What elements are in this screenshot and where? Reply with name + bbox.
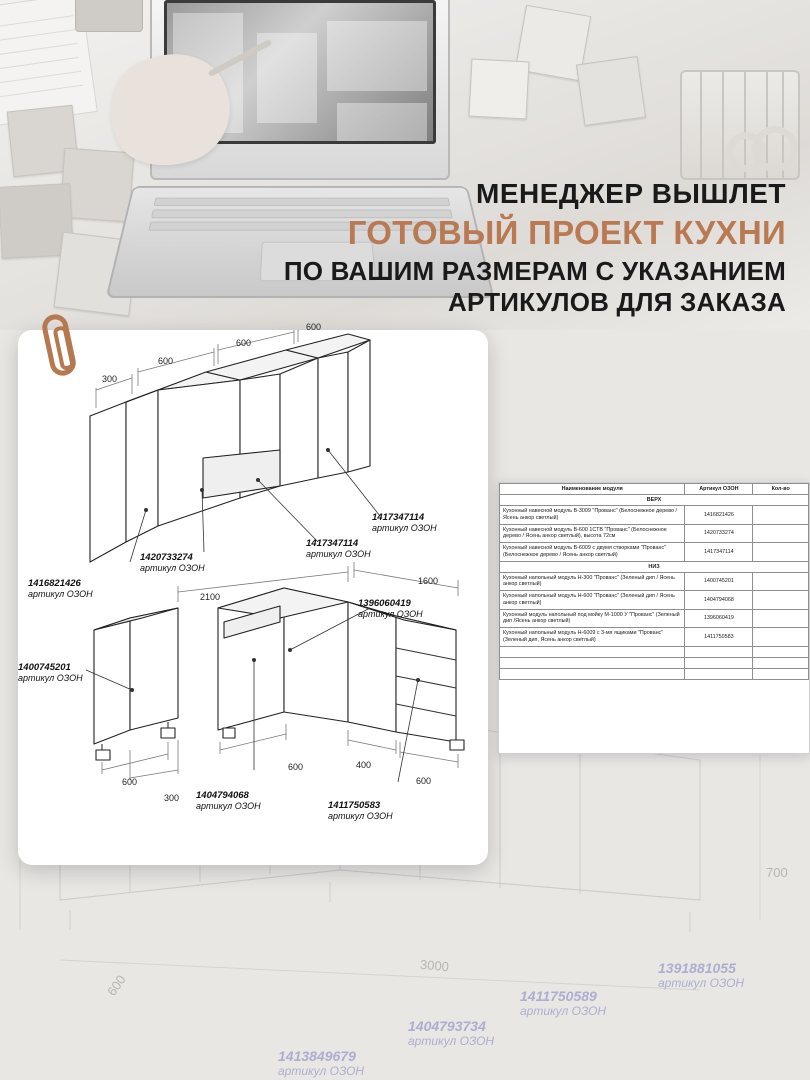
callout-1396060419: 1396060419 артикул ОЗОН bbox=[358, 598, 423, 619]
dim-600-f: 600 bbox=[416, 776, 432, 786]
bp-code-2: 1411750589 артикул ОЗОН bbox=[520, 988, 607, 1018]
module-qty bbox=[753, 524, 809, 543]
module-code: 1416821426 bbox=[685, 506, 753, 525]
module-code: 1400745201 bbox=[685, 572, 753, 591]
callout-1416821426: 1416821426 артикул ОЗОН bbox=[28, 578, 93, 599]
callout-1400745201: 1400745201 артикул ОЗОН bbox=[18, 662, 83, 683]
table-row-empty bbox=[500, 646, 809, 657]
module-code: 1396060419 bbox=[685, 609, 753, 628]
bp-dim-3000: 3000 bbox=[419, 956, 450, 975]
headline-block bbox=[226, 178, 786, 318]
module-qty bbox=[753, 543, 809, 562]
dim-600-c: 600 bbox=[306, 322, 322, 332]
dim-2100: 2100 bbox=[200, 592, 221, 602]
dim-600-b: 600 bbox=[236, 338, 252, 348]
module-qty bbox=[753, 628, 809, 647]
table-row bbox=[500, 628, 809, 647]
headline-line-3: ПО ВАШИМ РАЗМЕРАМ С УКАЗАНИЕМ bbox=[283, 255, 786, 286]
dim-300-b: 300 bbox=[164, 793, 180, 803]
module-code: 1404794068 bbox=[685, 591, 753, 610]
callout-1417347114-b: 1417347114 артикул ОЗОН bbox=[306, 538, 371, 559]
table-row bbox=[500, 609, 809, 628]
table-row-empty bbox=[500, 668, 809, 679]
callout-1411750583: 1411750583 артикул ОЗОН bbox=[328, 800, 393, 821]
table-header-row bbox=[500, 484, 809, 495]
module-name: Кухонный навесной модуль В-3009 "Прованс" (Белоснежное дерево / Ясень анкор светлый) bbox=[500, 506, 685, 525]
dim-400: 400 bbox=[356, 760, 372, 770]
table-row bbox=[500, 524, 809, 543]
module-code: 1420733274 bbox=[685, 524, 753, 543]
material-sample bbox=[576, 56, 646, 126]
table-row bbox=[500, 543, 809, 562]
bp-code-1: 1391881055 артикул ОЗОН bbox=[658, 960, 745, 990]
col-code: Артикул ОЗОН bbox=[685, 484, 753, 495]
bp-code-3: 1404793734 артикул ОЗОН bbox=[408, 1018, 495, 1048]
callout-1417347114-a: 1417347114 артикул ОЗОН bbox=[372, 512, 437, 533]
module-name: Кухонный модуль напольный под мойку М-1000 У "Прованс" (Зеленый дип /Ясень анкор светлый) bbox=[500, 609, 685, 628]
bp-dim-600: 600 bbox=[104, 972, 129, 999]
module-name: Кухонный напольный модуль Н-300 "Прованс" (Зеленый дип / Ясень анкор светлый) bbox=[500, 572, 685, 591]
module-name: Кухонный навесной модуль В-600 1СТВ "Прованс" (Белоснежное дерево / Ясень анкор светлый), высота 72см bbox=[500, 524, 685, 543]
dim-300: 300 bbox=[102, 374, 118, 384]
project-drawing-card bbox=[18, 322, 488, 865]
bp-code-4: 1413849679 артикул ОЗОН bbox=[278, 1048, 365, 1078]
section-title: НИЗ bbox=[500, 561, 809, 572]
table-row bbox=[500, 572, 809, 591]
plant-pot bbox=[75, 0, 143, 32]
table-row bbox=[500, 506, 809, 525]
dim-600-d: 600 bbox=[122, 777, 138, 787]
module-qty bbox=[753, 591, 809, 610]
module-qty bbox=[753, 609, 809, 628]
module-qty bbox=[753, 506, 809, 525]
module-name: Кухонный навесной модуль В-6009 с двумя створками "Прованс" (Белоснежное дерево / Ясень анкор светлый) bbox=[500, 543, 685, 562]
dim-1600: 1600 bbox=[418, 576, 439, 586]
col-name: Наименование модуля bbox=[500, 484, 685, 495]
module-qty bbox=[753, 572, 809, 591]
headline-line-4: АРТИКУЛОВ ДЛЯ ЗАКАЗА bbox=[448, 287, 786, 318]
module-code: 1417347114 bbox=[685, 543, 753, 562]
headline-line-1: МЕНЕДЖЕР ВЫШЛЕТ bbox=[476, 178, 786, 209]
table-row-empty bbox=[500, 657, 809, 668]
section-row-upper bbox=[500, 495, 809, 506]
material-sample bbox=[469, 59, 530, 120]
module-name: Кухонный напольный модуль Н-600 "Прованс" (Зеленый дип / Ясень анкор светлый) bbox=[500, 591, 685, 610]
callout-1420733274: 1420733274 артикул ОЗОН bbox=[140, 552, 205, 573]
col-qty: Кол-во bbox=[753, 484, 809, 495]
headline-line-2: ГОТОВЫЙ ПРОЕКТ КУХНИ bbox=[347, 213, 786, 251]
module-code: 1411750583 bbox=[685, 628, 753, 647]
bp-dim-700: 700 bbox=[766, 865, 788, 880]
spec-table-card bbox=[498, 482, 810, 754]
table-row bbox=[500, 591, 809, 610]
module-name: Кухонный напольный модуль Н-6009 с 3-мя ящиками "Прованс" (Зеленый дип, Ясень анкор светлый) bbox=[500, 628, 685, 647]
dim-600-a: 600 bbox=[158, 356, 174, 366]
decor-ring bbox=[726, 132, 766, 172]
spec-table bbox=[499, 483, 809, 680]
callout-1404794068: 1404794068 артикул ОЗОН bbox=[196, 790, 261, 811]
section-row-lower bbox=[500, 561, 809, 572]
dim-600-e: 600 bbox=[288, 762, 304, 772]
section-title: ВЕРХ bbox=[500, 495, 809, 506]
